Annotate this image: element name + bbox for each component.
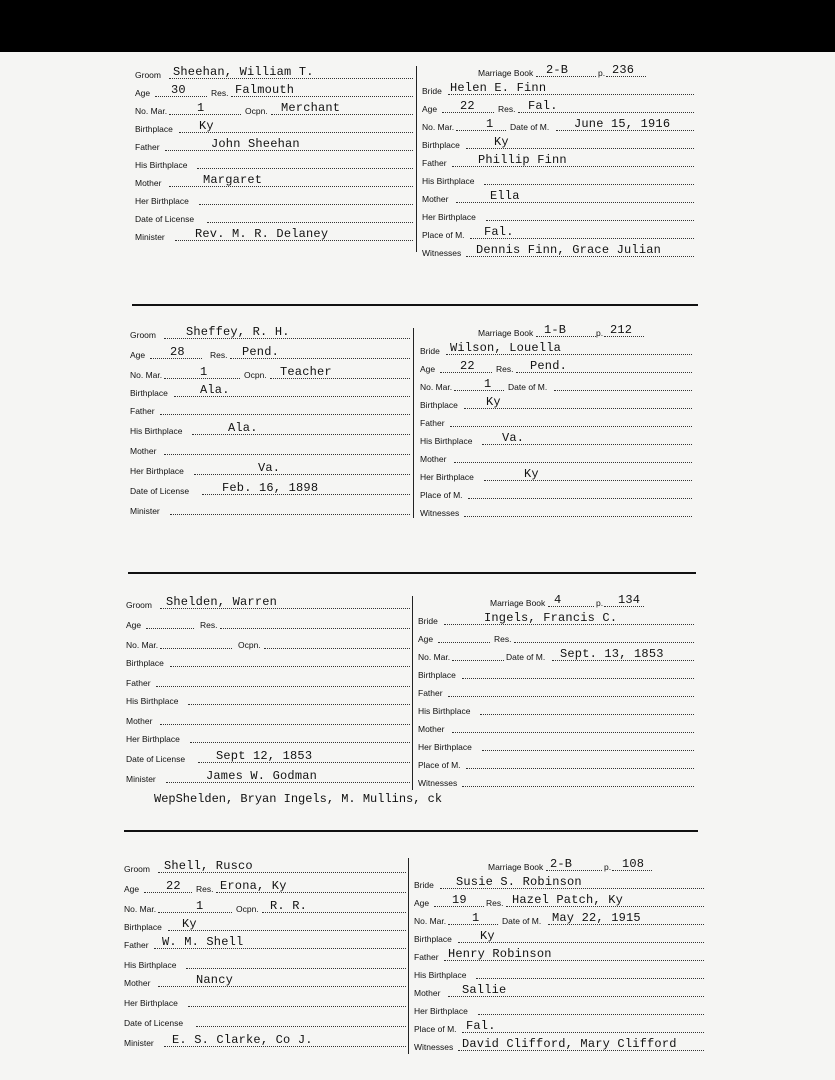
- groom-name: Sheehan, William T.: [173, 65, 314, 79]
- bride-birthplace: Ky: [486, 395, 501, 409]
- marriage-record: Groom Shell, Rusco Age 22 Res. Erona, Ky No. Mar. 1 Ocpn. R. R. Birthplace Ky Father W. M. Shell His Birthplace Mother Nancy Her Birthplace Date of License Minister E. S. Clarke, Co J. Marriage Book 2-B p. 108 Bride Susie S. Robinson Age 19 Res. Hazel Patch, Ky No. Mar. 1 Date of M. May 22, 1915 Birthplace Ky Father Henry Robinson His Birthplace Mother Sallie Her Birthplace Place of M. Fal. Witnesses David Clifford, Mary Clifford: [0, 852, 835, 1080]
- groom-ocpn: Merchant: [281, 101, 341, 115]
- bride-her-birthplace: Ky: [524, 467, 539, 481]
- bride-mother: Sallie: [462, 983, 507, 997]
- bride-no-mar: 1: [484, 377, 492, 391]
- bride-name: Ingels, Francis C.: [484, 611, 618, 625]
- bride-birthplace: Ky: [494, 135, 509, 149]
- groom-res: Erona, Ky: [220, 879, 287, 893]
- groom-ocpn: Teacher: [280, 365, 332, 379]
- column-divider: [413, 328, 414, 518]
- groom-age: 22: [166, 879, 181, 893]
- record-note: WepShelden, Bryan Ingels, M. Mullins, ck: [154, 792, 443, 806]
- bride-witnesses: David Clifford, Mary Clifford: [462, 1037, 677, 1051]
- groom-father: John Sheehan: [211, 137, 300, 151]
- groom-ocpn: R. R.: [270, 899, 308, 913]
- bride-name: Helen E. Finn: [450, 81, 547, 95]
- groom-mother: Nancy: [196, 973, 234, 987]
- groom-no-mar: 1: [197, 101, 205, 115]
- marriage-book: 2-B: [546, 63, 569, 77]
- marriage-page: 212: [610, 323, 633, 337]
- groom-no-mar: 1: [196, 899, 204, 913]
- groom-his-birthplace: Ala.: [228, 421, 258, 435]
- bride-place-of-m: Fal.: [484, 225, 514, 239]
- groom-birthplace: Ky: [199, 119, 214, 133]
- bride-no-mar: 1: [486, 117, 494, 131]
- groom-res: Falmouth: [235, 83, 295, 97]
- record-separator: [128, 572, 696, 574]
- record-separator: [124, 830, 698, 832]
- marriage-record: Groom Shelden, Warren Age Res. No. Mar. Ocpn. Birthplace Father His Birthplace Mother Her Birthplace Date of License Sept 12, 1853 Minister James W. Godman Marriage Book 4 p. 134 Bride Ingels, Francis C. Age Res. No. Mar. Date of M. Sept. 13, 1853 Birthplace Father His Birthplace Mother Her Birthplace Place of M. Witnesses WepShelden, Bryan Ingels, M. Mullins, ck: [0, 590, 835, 850]
- bride-date-of-m: June 15, 1916: [574, 117, 671, 131]
- groom-date-of-license: Sept 12, 1853: [216, 749, 313, 763]
- column-divider: [416, 66, 417, 252]
- bride-date-of-m: Sept. 13, 1853: [560, 647, 664, 661]
- groom-minister: James W. Godman: [206, 769, 318, 783]
- groom-birthplace: Ky: [182, 917, 197, 931]
- bride-res: Hazel Patch, Ky: [512, 893, 624, 907]
- groom-age: 28: [170, 345, 185, 359]
- bride-res: Fal.: [528, 99, 558, 113]
- groom-date-of-license: Feb. 16, 1898: [222, 481, 319, 495]
- groom-no-mar: 1: [200, 365, 208, 379]
- groom-father: W. M. Shell: [162, 935, 244, 949]
- bride-age: 19: [452, 893, 467, 907]
- bride-place-of-m: Fal.: [466, 1019, 496, 1033]
- microfilm-card-page: [0, 52, 835, 1080]
- bride-father: Henry Robinson: [448, 947, 552, 961]
- bride-his-birthplace: Va.: [502, 431, 525, 445]
- groom-minister: Rev. M. R. Delaney: [195, 227, 329, 241]
- marriage-record: Groom Sheehan, William T. Age 30 Res. Falmouth No. Mar. 1 Ocpn. Merchant Birthplace Ky Father John Sheehan His Birthplace Mother Margaret Her Birthplace Date of License Minister Rev. M. R. Delaney Marriage Book 2-B p. 236 Bride Helen E. Finn Age 22 Res. Fal. No. Mar. 1 Date of M. June 15, 1916 Birthplace Ky Father Phillip Finn His Birthplace Mother Ella Her Birthplace Place of M. Fal. Witnesses Dennis Finn, Grace Julian: [0, 52, 835, 302]
- marriage-book: 4: [554, 593, 562, 607]
- groom-her-birthplace: Va.: [258, 461, 281, 475]
- bride-birthplace: Ky: [480, 929, 495, 943]
- column-divider: [408, 858, 409, 1054]
- groom-mother: Margaret: [203, 173, 263, 187]
- bride-father: Phillip Finn: [478, 153, 567, 167]
- marriage-record: Groom Sheffey, R. H. Age 28 Res. Pend. No. Mar. 1 Ocpn. Teacher Birthplace Ala. Father His Birthplace Ala. Mother Her Birthplace Va. Date of License Feb. 16, 1898 Minister Marriage Book 1-B p. 212 Bride Wilson, Louella Age 22 Res. Pend. No. Mar. 1 Date of M. Birthplace Ky Father His Birthplace Va. Mother Her Birthplace Ky Place of M. Witnesses: [0, 320, 835, 570]
- bride-name: Wilson, Louella: [450, 341, 562, 355]
- column-divider: [412, 596, 413, 790]
- marriage-page: 236: [612, 63, 635, 77]
- marriage-page: 134: [618, 593, 641, 607]
- groom-res: Pend.: [242, 345, 280, 359]
- bride-res: Pend.: [530, 359, 568, 373]
- bride-date-of-m: May 22, 1915: [552, 911, 641, 925]
- bride-age: 22: [460, 99, 475, 113]
- bride-witnesses: Dennis Finn, Grace Julian: [476, 243, 662, 257]
- groom-birthplace: Ala.: [200, 383, 230, 397]
- groom-name: Sheffey, R. H.: [186, 325, 290, 339]
- groom-minister: E. S. Clarke, Co J.: [172, 1033, 313, 1047]
- bride-name: Susie S. Robinson: [456, 875, 582, 889]
- bride-mother: Ella: [490, 189, 520, 203]
- groom-name: Shell, Rusco: [164, 859, 253, 873]
- marriage-book: 1-B: [544, 323, 567, 337]
- marriage-page: 108: [622, 857, 645, 871]
- bride-no-mar: 1: [472, 911, 480, 925]
- groom-age: 30: [171, 83, 186, 97]
- marriage-book: 2-B: [550, 857, 573, 871]
- groom-name: Shelden, Warren: [166, 595, 278, 609]
- bride-age: 22: [460, 359, 475, 373]
- record-separator: [132, 304, 698, 306]
